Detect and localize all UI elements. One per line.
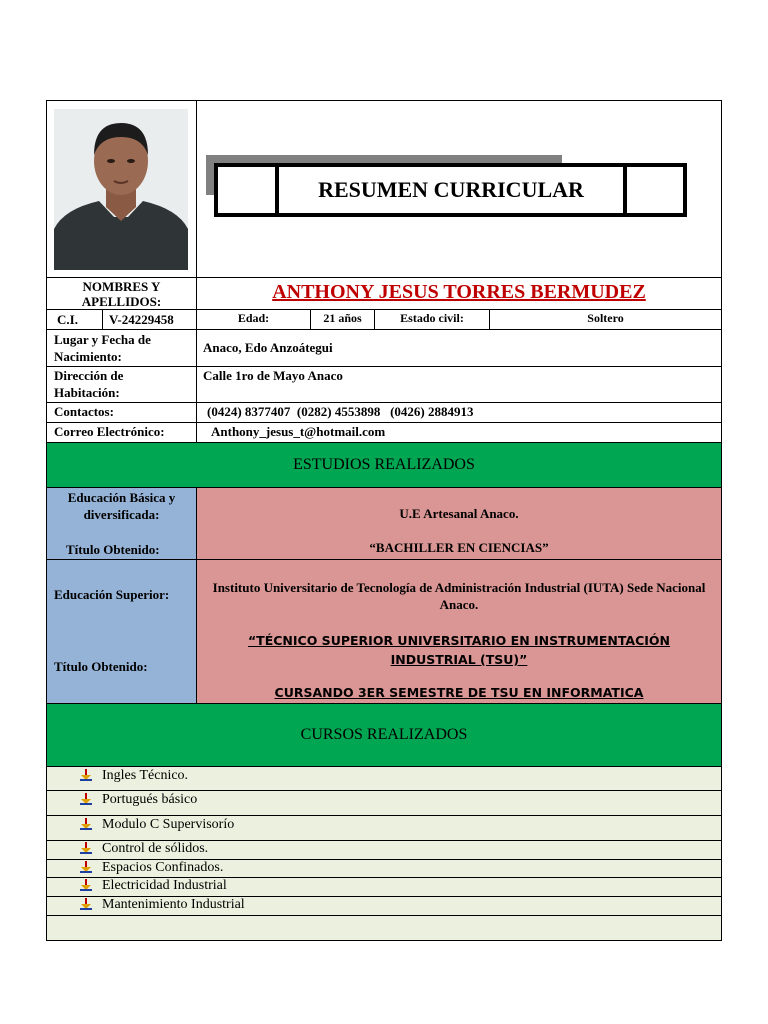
courses-heading: CURSOS REALIZADOS [300,726,468,743]
person-photo-icon [54,109,188,270]
page-title: RESUMEN CURRICULAR [275,167,627,213]
basic-title: “BACHILLER EN CIENCIAS” [369,540,549,555]
higher-education-label: Educación Superior: [54,587,170,602]
profile-photo [54,109,188,270]
basic-title-label: Título Obtenido: [66,542,160,557]
address-value: Calle 1ro de Mayo Anaco [203,368,343,383]
name-label: NOMBRES Y APELLIDOS: [81,278,162,309]
title-box [214,163,687,217]
basic-education-label: Educación Básica y diversificada: [67,490,176,522]
down-arrow-bullet-icon [80,898,92,910]
ci-value: V-24229458 [109,312,174,327]
list-item: Modulo C Supervisorío [102,817,235,832]
down-arrow-bullet-icon [80,861,92,873]
down-arrow-bullet-icon [80,842,92,854]
birth-label: Lugar y Fecha de Nacimiento: [54,332,151,364]
basic-school: U.E Artesanal Anaco. [399,506,519,521]
birth-value: Anaco, Edo Anzoátegui [203,340,333,355]
age-label: Edad: [237,311,270,325]
ci-label: C.I. [57,312,78,327]
down-arrow-bullet-icon [80,769,92,781]
down-arrow-bullet-icon [80,793,92,805]
email-label: Correo Electrónico: [54,424,165,439]
civil-status-value: Soltero [587,311,624,325]
list-item: Portugués básico [102,792,198,807]
civil-status-label: Estado civil: [400,311,464,325]
list-item: Control de sólidos. [102,841,209,856]
higher-current: CURSANDO 3ER SEMESTRE DE TSU EN INFORMATICA [274,685,644,700]
studies-heading: ESTUDIOS REALIZADOS [293,456,475,473]
higher-school: Instituto Universitario de Tecnología de Administración Industrial (IUTA) Sede Nacional Anaco. [212,580,706,612]
contacts-value: (0424) 8377407 (0282) 4553898 (0426) 2884913 [207,404,474,419]
resume-sheet [46,100,722,941]
higher-title-label: Título Obtenido: [54,659,148,674]
higher-education-label-cell [47,560,196,703]
full-name: ANTHONY JESUS TORRES BERMUDEZ [272,281,646,303]
higher-title: “TÉCNICO SUPERIOR UNIVERSITARIO EN INSTRUMENTACIÓN INDUSTRIAL (TSU)” [247,633,671,667]
down-arrow-bullet-icon [80,818,92,830]
list-item: Mantenimiento Industrial [102,897,245,912]
contacts-label: Contactos: [54,404,114,419]
address-label: Dirección de Habitación: [54,368,124,400]
email-value[interactable]: Anthony_jesus_t@hotmail.com [211,424,386,439]
list-item: Electricidad Industrial [102,878,227,893]
down-arrow-bullet-icon [80,879,92,891]
list-item: Espacios Confinados. [102,860,224,875]
age-value: 21 años [323,311,362,325]
list-item: Ingles Técnico. [102,768,189,783]
